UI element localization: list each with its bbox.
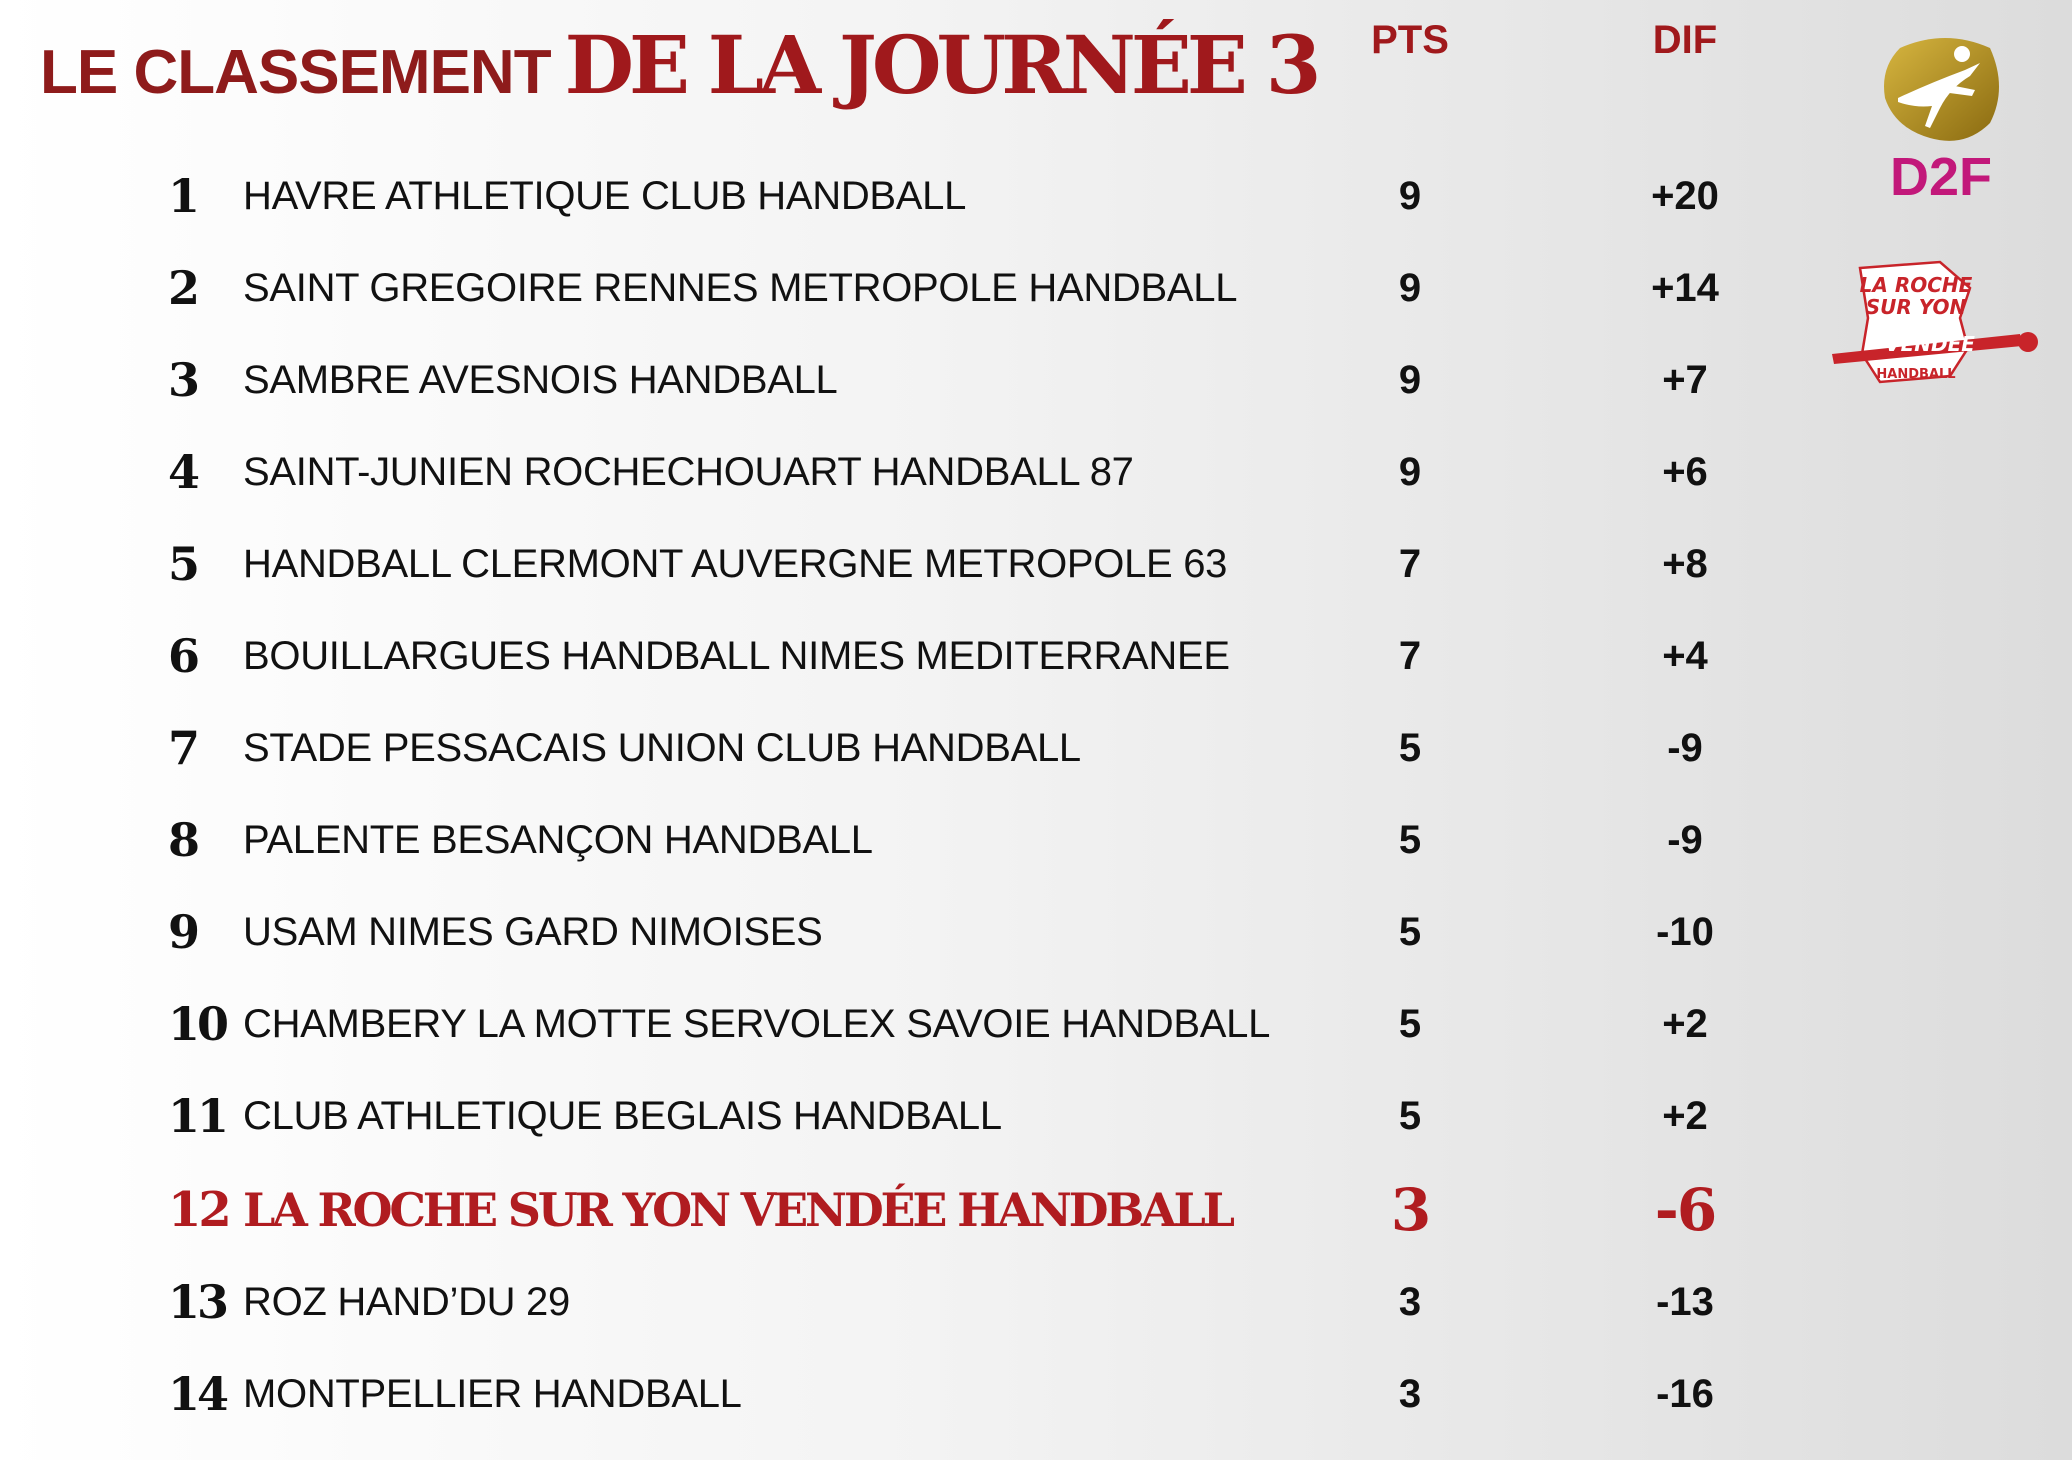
- goal-difference: +8: [1662, 542, 1708, 586]
- table-row: [0, 340, 1760, 420]
- table-row: [0, 1262, 1760, 1342]
- points: 3: [1398, 1372, 1422, 1416]
- rank: 2: [168, 261, 198, 315]
- team-name: PALENTE BESANÇON HANDBALL: [243, 818, 873, 862]
- team-name: HANDBALL CLERMONT AUVERGNE METROPOLE 63: [243, 542, 1228, 586]
- team-name: USAM NIMES GARD NIMOISES: [243, 910, 823, 954]
- team-name: LA ROCHE SUR YON VENDÉE HANDBALL: [243, 1183, 1232, 1237]
- goal-difference: -9: [1667, 726, 1703, 770]
- points: 5: [1398, 1002, 1422, 1046]
- points: 7: [1398, 542, 1422, 586]
- rank: 12: [168, 1182, 229, 1238]
- table-row: [0, 1354, 1760, 1434]
- points: 5: [1398, 1094, 1422, 1138]
- goal-difference: +4: [1662, 634, 1708, 678]
- title-part1: LE CLASSEMENT: [40, 38, 551, 107]
- table-row: [0, 1076, 1760, 1156]
- points: 3: [1398, 1280, 1422, 1324]
- goal-difference: +14: [1651, 266, 1719, 310]
- column-header-pts: PTS: [1371, 18, 1449, 62]
- goal-difference: -16: [1656, 1372, 1714, 1416]
- rank: 4: [168, 445, 198, 499]
- team-name: MONTPELLIER HANDBALL: [243, 1372, 742, 1416]
- rank: 9: [168, 905, 198, 959]
- table-row: [0, 524, 1760, 604]
- team-name: SAINT-JUNIEN ROCHECHOUART HANDBALL 87: [243, 450, 1134, 494]
- goal-difference: +20: [1651, 174, 1719, 218]
- rank: 10: [168, 997, 227, 1051]
- goal-difference: +2: [1662, 1094, 1708, 1138]
- goal-difference: -13: [1656, 1280, 1714, 1324]
- team-name: HAVRE ATHLETIQUE CLUB HANDBALL: [243, 174, 967, 218]
- points: 9: [1398, 266, 1422, 310]
- team-name: CHAMBERY LA MOTTE SERVOLEX SAVOIE HANDBALL: [243, 1002, 1271, 1046]
- points: 7: [1398, 634, 1422, 678]
- table-row: [0, 892, 1760, 972]
- goal-difference: -10: [1656, 910, 1714, 954]
- table-row: [0, 984, 1760, 1064]
- points: 9: [1398, 450, 1422, 494]
- club-logo-line3: VENDÉE: [1885, 332, 1975, 356]
- d2f-logo-text: D2F: [1889, 147, 1992, 207]
- team-name: STADE PESSACAIS UNION CLUB HANDBALL: [243, 726, 1081, 770]
- team-name: CLUB ATHLETIQUE BEGLAIS HANDBALL: [243, 1094, 1002, 1138]
- goal-difference: +2: [1662, 1002, 1708, 1046]
- goal-difference: -9: [1667, 818, 1703, 862]
- table-row: [0, 156, 1760, 236]
- table-row: [0, 248, 1760, 328]
- goal-difference: +6: [1662, 450, 1708, 494]
- table-row: [0, 708, 1760, 788]
- rank: 11: [168, 1089, 227, 1143]
- club-crest-icon: [1820, 258, 2050, 398]
- table-row: [0, 432, 1760, 512]
- points: 5: [1398, 726, 1422, 770]
- points: 3: [1390, 1176, 1430, 1244]
- table-row-highlighted: [0, 1170, 1760, 1250]
- points: 9: [1398, 358, 1422, 402]
- rank: 7: [168, 721, 198, 775]
- page-title: [40, 18, 1316, 112]
- team-name: ROZ HAND’DU 29: [243, 1280, 570, 1324]
- rank: 14: [168, 1367, 227, 1421]
- rank: 1: [168, 169, 198, 223]
- rank: 8: [168, 813, 198, 867]
- rank: 13: [168, 1275, 227, 1329]
- club-logo-line4: HANDBALL: [1876, 367, 1956, 382]
- table-row: [0, 800, 1760, 880]
- team-name: BOUILLARGUES HANDBALL NIMES MEDITERRANEE: [243, 634, 1230, 678]
- team-name: SAINT GREGOIRE RENNES METROPOLE HANDBALL: [243, 266, 1238, 310]
- team-name: SAMBRE AVESNOIS HANDBALL: [243, 358, 838, 402]
- rank: 3: [168, 353, 198, 407]
- club-logo-line1: LA ROCHE: [1859, 273, 1973, 297]
- title-part2: DE LA JOURNÉE 3: [564, 18, 1317, 112]
- goal-difference: +7: [1662, 358, 1708, 402]
- rank: 5: [168, 537, 198, 591]
- column-header-dif: DIF: [1652, 18, 1718, 62]
- rank: 6: [168, 629, 198, 683]
- club-logo-line2: SUR YON: [1865, 295, 1967, 319]
- points: 9: [1398, 174, 1422, 218]
- table-row: [0, 616, 1760, 696]
- points: 5: [1398, 910, 1422, 954]
- points: 5: [1398, 818, 1422, 862]
- goal-difference: -6: [1654, 1176, 1716, 1244]
